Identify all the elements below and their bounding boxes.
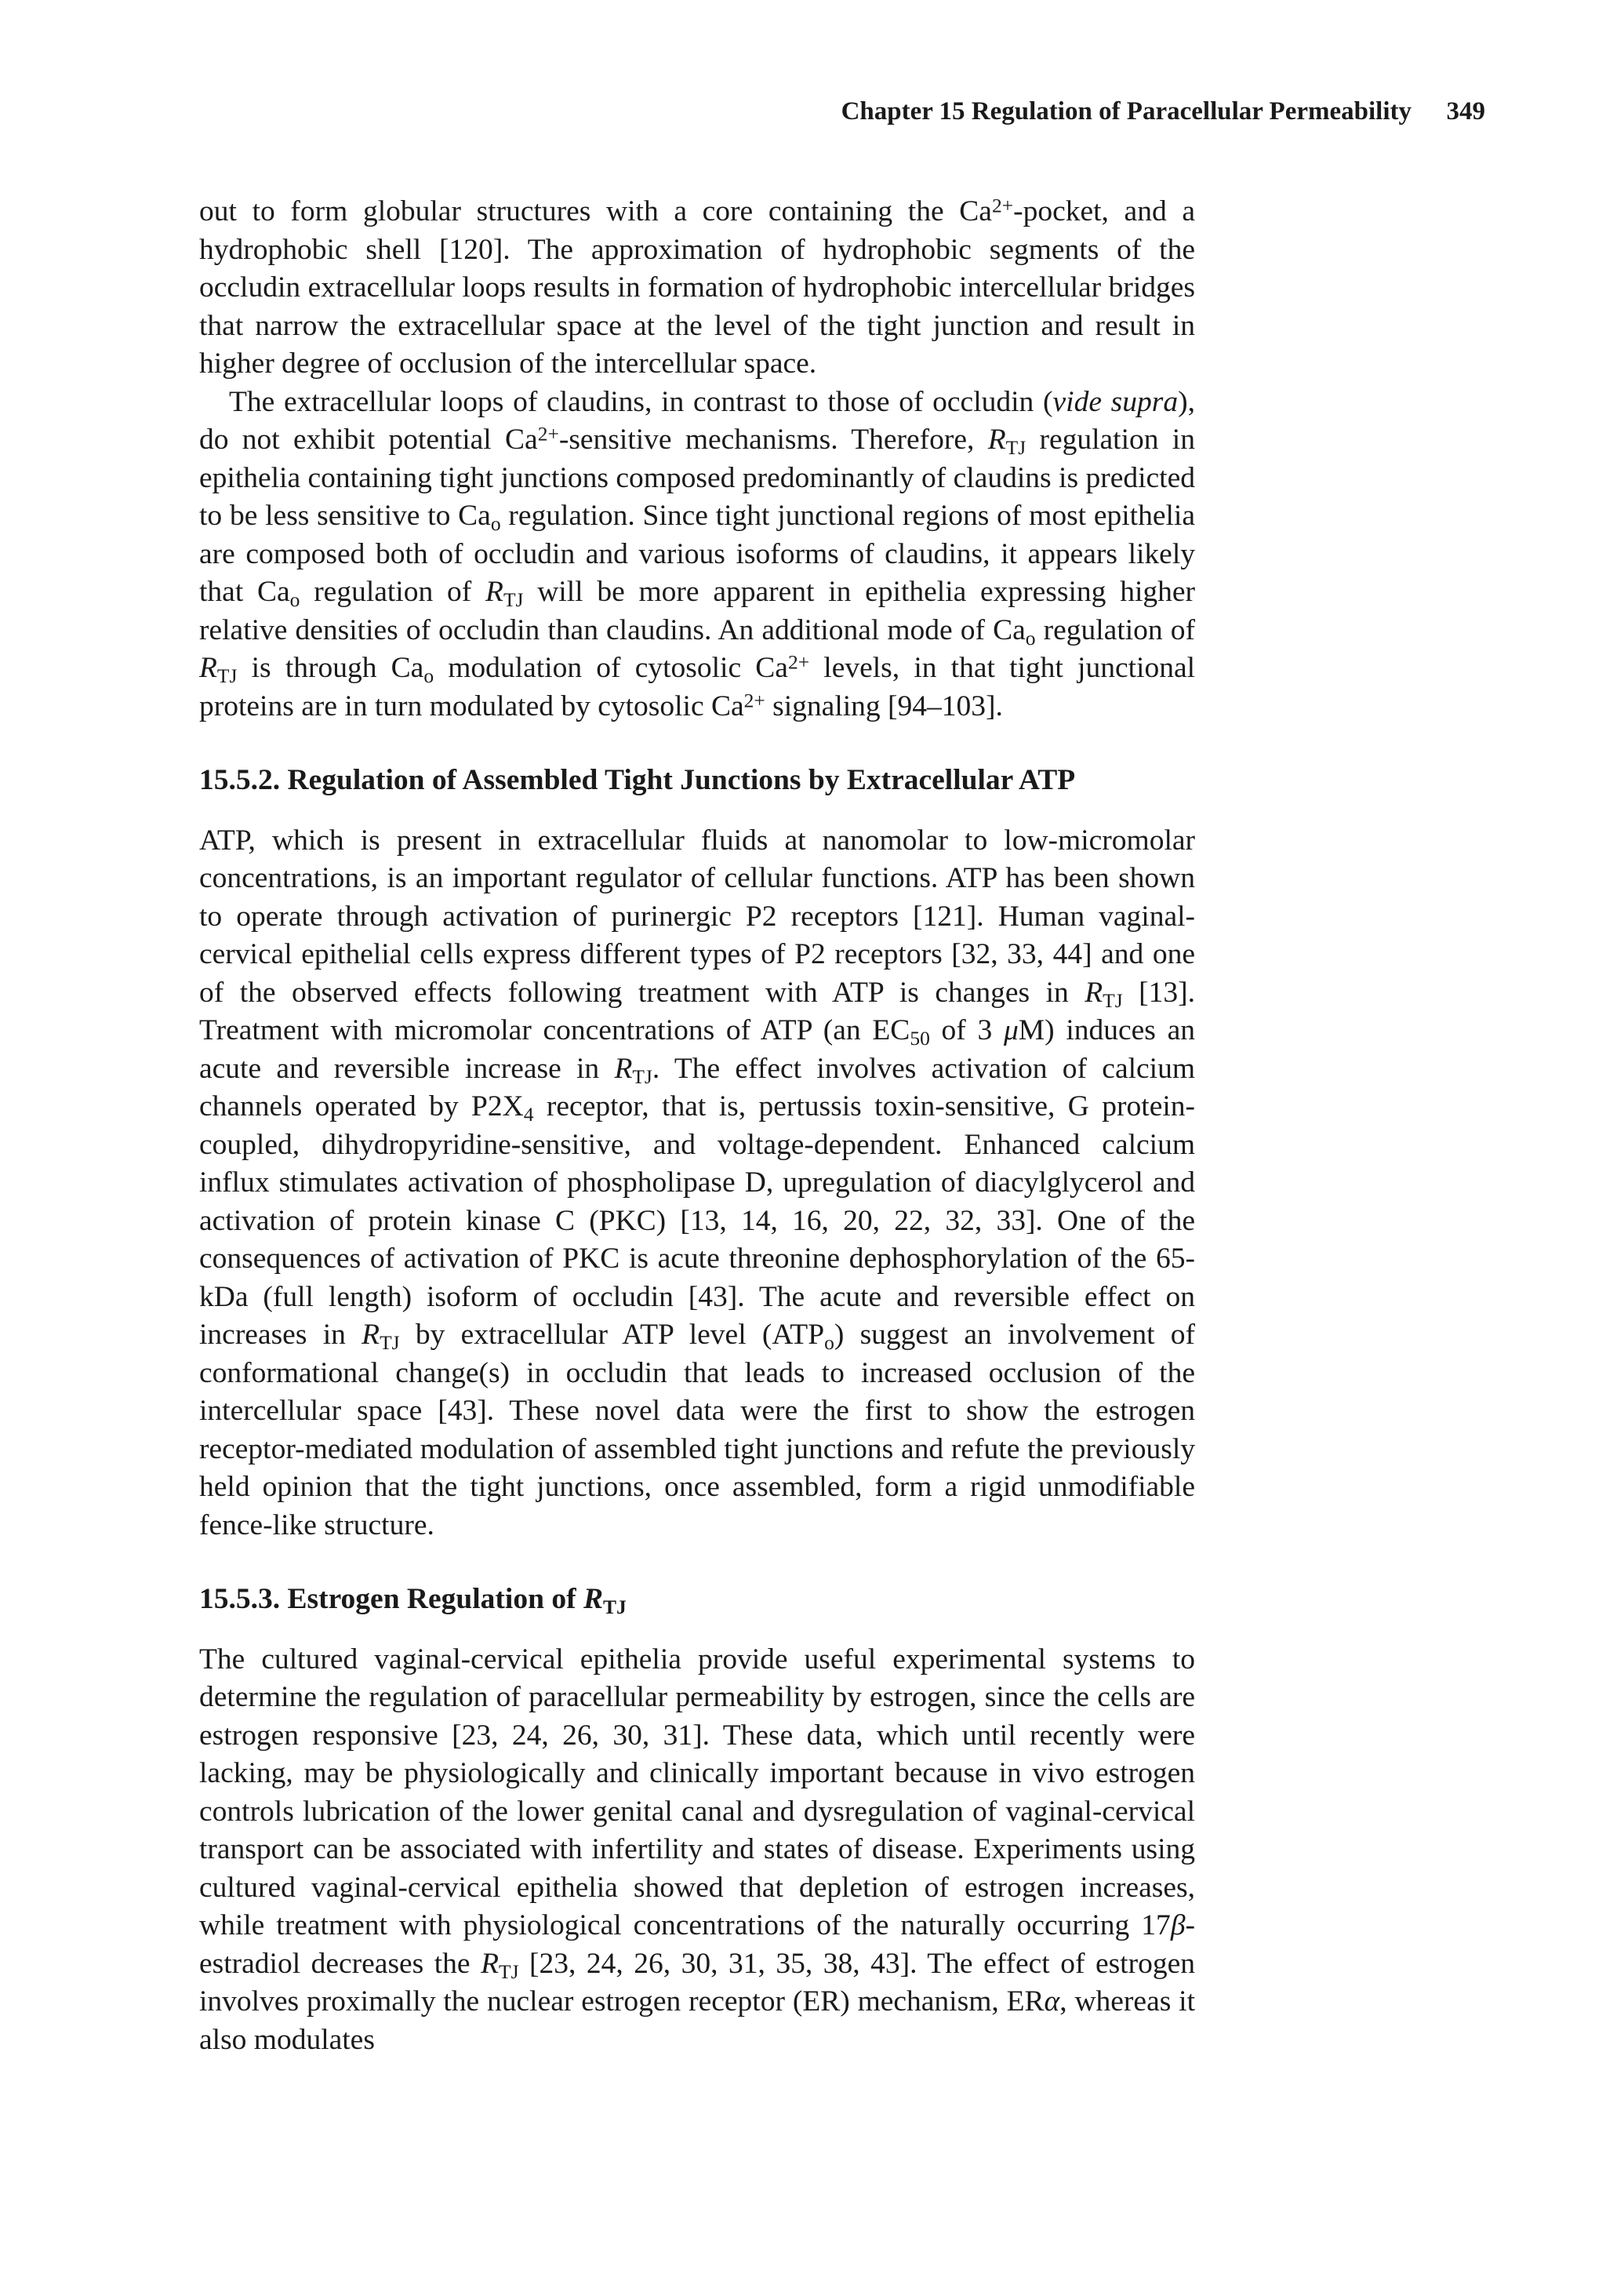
subscript: 4	[523, 1103, 534, 1126]
subscript: o	[1025, 626, 1036, 650]
text-run: regulation of	[300, 576, 486, 608]
text-run: out to form globular structures with a core containing the Ca	[199, 195, 992, 227]
text-run: of 3	[929, 1014, 1004, 1046]
section-heading-15-5-2: 15.5.2. Regulation of Assembled Tight Junctions by Extracellular ATP	[199, 764, 1076, 796]
section-heading-15-5-3	[199, 1581, 1195, 1619]
rtj-symbol: R	[614, 1052, 633, 1085]
paragraph-claudins	[199, 384, 1195, 726]
paragraph-atp	[199, 822, 1195, 1545]
superscript: 2+	[537, 422, 559, 446]
text-run: signaling [94–103].	[765, 690, 1003, 722]
rtj-symbol: R	[199, 652, 217, 684]
text-run: The extracellular loops of claudins, in contrast to those of occludin (	[229, 385, 1053, 418]
rtj-symbol: R	[362, 1319, 380, 1351]
page-number: 349	[1446, 97, 1485, 126]
beta-symbol: β	[1170, 1909, 1186, 1941]
subscript: TJ	[1103, 988, 1123, 1012]
subscript: o	[289, 588, 300, 612]
text-run: is through Ca	[237, 652, 424, 684]
subscript: o	[490, 512, 501, 536]
running-header	[199, 97, 1485, 136]
text-run: -pocket, and a hydrophobic shell [120]. The approximation of hydrophobic segments of the occludin extracellular loops results in formation of hydrophobic intercellular bridges that narrow the extracellular space at the level of the tight junction and result in higher degree of occlusion of the intercellular space.	[199, 195, 1196, 380]
text-run: regulation of	[1035, 613, 1195, 646]
text-run: receptor, that is, pertussis toxin-sensitive, G protein-coupled, dihydropyridine-sensitive, and voltage-dependent. Enhanced calcium influx stimulates activation of phospholipase D, upregulation of diacylglycerol and activation of protein kinase C (PKC) [13, 14, 16, 20, 22, 32, 33]. One of the consequences of activation of PKC is acute threonine dephosphorylation of the 65-kDa (full length) isoform of occludin [43]. The acute and reversible effect on increases in	[199, 1090, 1195, 1351]
mu-symbol: μ	[1003, 1014, 1019, 1046]
text-run: regulation in epithelia containing tight junctions composed predominantly of claudins is predicted to be less sensitive to Ca	[199, 424, 1195, 532]
text-run: regulation. Since tight junctional regions of most epithelia are composed both of occludin and various isoforms of claudins, it appears likely that Ca	[199, 500, 1195, 608]
subscript: TJ	[216, 664, 238, 688]
subscript: TJ	[602, 1596, 627, 1619]
rtj-symbol: R	[987, 424, 1006, 456]
text-run: ), do not exhibit potential Ca	[199, 385, 1195, 456]
subscript: TJ	[503, 588, 524, 612]
text-run: , whereas it also modulates	[199, 1985, 1196, 2056]
text-run: M) induces an acute and reversible increase in	[199, 1014, 1195, 1085]
subscript: TJ	[499, 1959, 519, 1983]
superscript: 2+	[787, 650, 810, 674]
superscript: 2+	[743, 688, 765, 711]
subscript: 50	[910, 1027, 930, 1050]
rtj-symbol: R	[481, 1947, 499, 1980]
superscript: 2+	[991, 194, 1014, 217]
text-run: will be more apparent in epithelia expressing higher relative densities of occludin than claudins. An additional mode of Ca	[199, 576, 1195, 646]
italic-text: vide supra	[1052, 385, 1179, 418]
body-text	[199, 193, 1195, 2059]
paragraph-continuation	[199, 193, 1195, 384]
paragraph-estrogen	[199, 1641, 1195, 2060]
text-run: levels, in that tight junctional proteins are in turn modulated by cytosolic Ca	[199, 652, 1196, 722]
text-run: [23, 24, 26, 30, 31, 35, 38, 43]. The effect of estrogen involves proximally the nuclear estrogen receptor (ER) mechanism, ER	[199, 1947, 1195, 2018]
rtj-symbol: R	[485, 576, 503, 608]
text-run: ATP, which is present in extracellular fluids at nanomolar to low-micromolar concentrations, is an important regulator of cellular functions. ATP has been shown to operate through activation of purinergic P2 receptors [121]. Human vaginal-cervical epithelial cells express different types of P2 receptors [32, 33, 44] and one of the observed effects following treatment with ATP is changes in	[199, 824, 1195, 1009]
subscript: o	[824, 1331, 834, 1355]
text-run: [13]. Treatment with micromolar concentrations of ATP (an EC	[199, 976, 1196, 1046]
text-run: by extracellular ATP level (ATP	[399, 1319, 825, 1351]
text-run: ) suggest an involvement of conformational change(s) in occludin that leads to increased occlusion of the intercellular space [43]. These novel data were the first to show the estrogen receptor-mediated modulation of assembled tight junctions and refute the previously held opinion that the tight junctions, once assembled, form a rigid unmodifiable fence-like structure.	[199, 1319, 1195, 1541]
text-run: . The effect involves activation of calcium channels operated by P2X	[199, 1052, 1195, 1123]
rtj-symbol: R	[583, 1583, 603, 1615]
subscript: TJ	[380, 1331, 400, 1355]
heading-text: 15.5.3. Estrogen Regulation of	[199, 1583, 583, 1615]
alpha-symbol: α	[1044, 1985, 1060, 2018]
subscript: TJ	[1005, 436, 1026, 460]
chapter-title: Chapter 15 Regulation of Paracellular Permeability	[841, 97, 1412, 126]
rtj-symbol: R	[1085, 976, 1103, 1009]
text-run: modulation of cytosolic Ca	[434, 652, 788, 684]
text-run: -estradiol decreases the	[199, 1909, 1195, 1980]
text-run: The cultured vaginal-cervical epithelia provide useful experimental systems to determine the regulation of paracellular permeability by estrogen, since the cells are estrogen responsive [23, 24, 26, 30, 31]. These data, which until recently were lacking, may be physiologically and clinically important because in vivo estrogen controls lubrication of the lower genital canal and dysregulation of vaginal-cervical transport can be associated with infertility and states of disease. Experiments using cultured vaginal-cervical epithelia showed that depletion of estrogen increases, while treatment with physiological concentrations of the naturally occurring 17	[199, 1643, 1195, 1941]
subscript: TJ	[632, 1064, 652, 1088]
subscript: o	[423, 664, 434, 688]
text-run: -sensitive mechanisms. Therefore,	[558, 424, 988, 456]
